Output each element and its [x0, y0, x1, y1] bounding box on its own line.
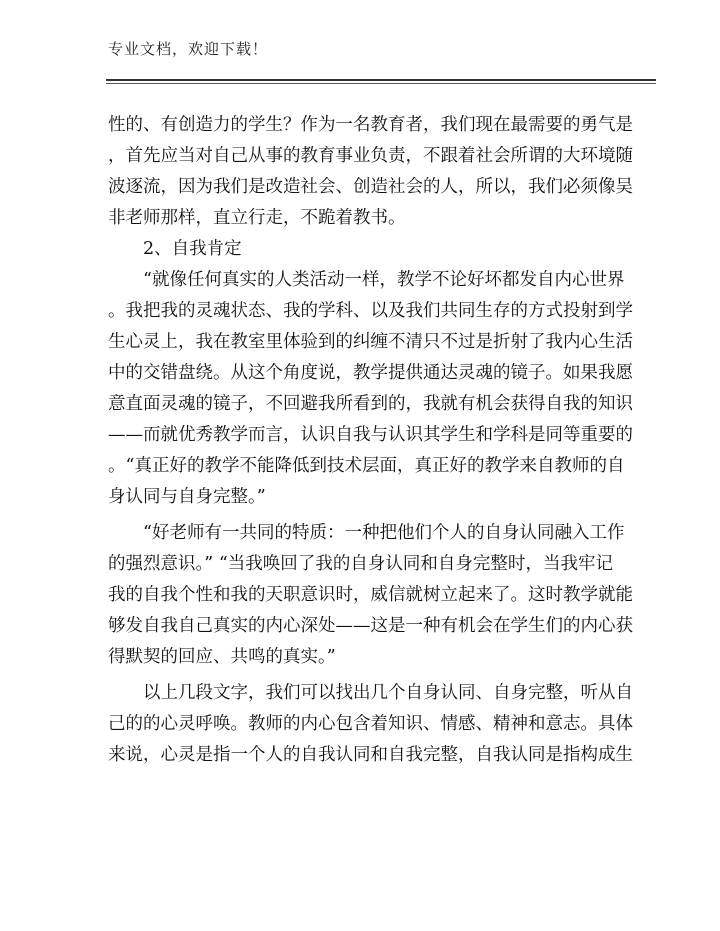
- section-heading-text: 2、自我肯定: [143, 239, 242, 259]
- text-line: 来说，心灵是指一个人的自我认同和自我完整，自我认同是指构成生: [108, 745, 633, 765]
- text-line: “就像任何真实的人类活动一样，教学不论好坏都发自内心世界: [143, 270, 625, 290]
- text-line: 。我把我的灵魂状态、我的学科、以及我们共同生存的方式投射到学: [108, 301, 633, 321]
- text-line: 够发自我自己真实的内心深处——这是一种有机会在学生们的内心获: [108, 616, 633, 636]
- paragraph: [108, 110, 633, 234]
- text-line: ——而就优秀教学而言，认识自我与认识其学生和学科是同等重要的: [108, 425, 633, 445]
- text-line: 波逐流，因为我们是改造社会、创造社会的人，所以，我们必须像吴: [108, 177, 633, 197]
- section-heading: [108, 234, 613, 265]
- paragraph: [108, 265, 633, 513]
- header-rule-thick: [106, 79, 656, 81]
- text-line: 己的的心灵呼唤。教师的内心包含着知识、情感、精神和意志。具体: [108, 714, 633, 734]
- text-line: 生心灵上，我在教室里体验到的纠缠不清只不过是折射了我内心生活: [108, 332, 633, 352]
- text-line: 的强烈意识。” “当我唤回了我的自身认同和自身完整时，当我牢记: [108, 554, 613, 574]
- text-line: 得默契的回应、共鸣的真实。”: [108, 647, 336, 667]
- text-line: 中的交错盘绕。从这个角度说，教学提供通达灵魂的镜子。如果我愿: [108, 363, 633, 383]
- paragraph: [108, 678, 633, 771]
- text-line: 意直面灵魂的镜子，不回避我所看到的，我就有机会获得自我的知识: [108, 394, 633, 414]
- text-line: 我的自我个性和我的天职意识时，威信就树立起来了。这时教学就能: [108, 585, 633, 605]
- text-line: 性的、有创造力的学生？作为一名教育者，我们现在最需要的勇气是: [108, 115, 633, 135]
- paragraph: [108, 518, 633, 673]
- text-line: ，首先应当对自己从事的教育事业负责，不跟着社会所谓的大环境随: [108, 146, 633, 166]
- text-line: 身认同与自身完整。”: [108, 487, 266, 507]
- text-line: 。“真正好的教学不能降低到技术层面，真正好的教学来自教师的自: [108, 456, 625, 476]
- text-line: “好老师有一共同的特质：一种把他们个人的自身认同融入工作: [143, 523, 625, 543]
- page-header-title: 专业文档，欢迎下载！: [108, 40, 269, 58]
- text-line: 以上几段文字，我们可以找出几个自身认同、自身完整，听从自: [143, 683, 633, 703]
- text-line: 非老师那样，直立行走，不跪着教书。: [108, 208, 406, 228]
- document-body: [108, 110, 633, 771]
- header-rule-thin: [106, 83, 656, 84]
